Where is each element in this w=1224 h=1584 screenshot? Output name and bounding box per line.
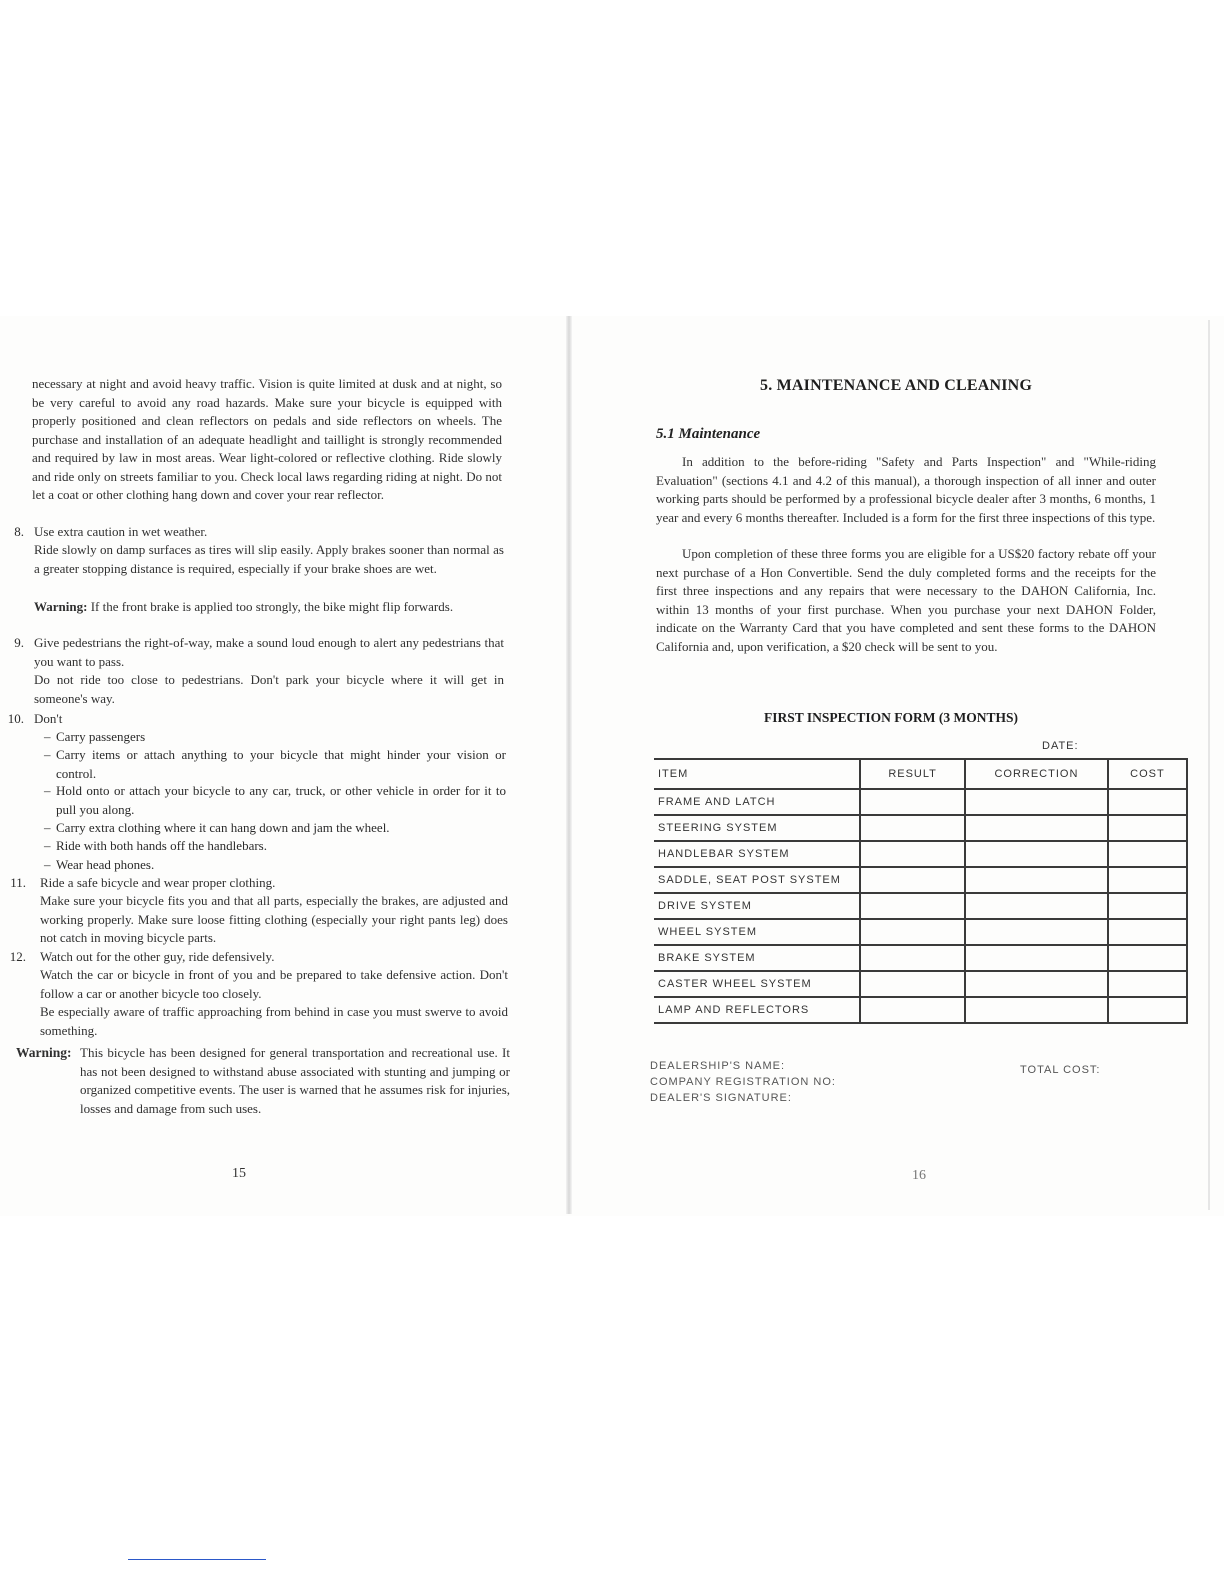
header-item: ITEM [654, 759, 860, 789]
date-label: DATE: [1042, 740, 1079, 752]
correction-cell[interactable] [965, 893, 1108, 919]
blue-underline [128, 1559, 266, 1560]
cost-cell[interactable] [1108, 971, 1187, 997]
item-10-sub-2: – Carry items or attach anything to your bicycle that might hinder your vision or control. [44, 747, 506, 781]
company-registration-label: COMPANY REGISTRATION NO: [650, 1076, 836, 1088]
row-item-label: BRAKE SYSTEM [654, 945, 860, 971]
item-9-title: Give pedestrians the right-of-way, make a sound loud enough to alert any pedestrians that you want to pass. [34, 635, 504, 669]
header-correction: CORRECTION [965, 759, 1108, 789]
item-12-body-2: Be especially aware of traffic approaching from behind in case you must swerve to avoid something. [40, 1004, 508, 1038]
intro-paragraph: necessary at night and avoid heavy traffic. Vision is quite limited at dusk and at night, so be very careful to avoid any road hazards. Make sure your bicycle is equipped with properly positioned and clean reflectors on pedals and side reflectors on wheels. The purchase and installation of an adequate headlight and taillight is strongly recommended and required by law in most areas. Wear light-colored or reflective clothing. Ride slowly and ride only on streets familiar to you. Check local laws regarding riding at night. Do not let a coat or other clothing hang down and cover your rear reflector. [32, 376, 502, 502]
warning-label: Warning: [34, 599, 88, 614]
item-8-title: Use extra caution in wet weather. [34, 524, 208, 539]
page-number-16: 16 [912, 1168, 926, 1183]
dealer-signature-label: DEALER'S SIGNATURE: [650, 1092, 792, 1104]
row-item-label: LAMP AND REFLECTORS [654, 997, 860, 1023]
correction-cell[interactable] [965, 919, 1108, 945]
table-header-row [654, 759, 1187, 789]
cost-cell[interactable] [1108, 867, 1187, 893]
form-title: FIRST INSPECTION FORM (3 MONTHS) [764, 710, 1019, 725]
cost-cell[interactable] [1108, 919, 1187, 945]
page-number-15: 15 [232, 1166, 246, 1181]
cost-cell[interactable] [1108, 893, 1187, 919]
table-row [654, 945, 1187, 971]
table-row [654, 997, 1187, 1023]
maintenance-paragraph-2: Upon completion of these three forms you are eligible for a US$20 factory rebate off your next purchase of a Hon Convertible. Send the duly completed forms and the receipts for the first three inspections and any repairs that were necessary to the DAHON California, Inc. within 13 months of your first purchase. When you purchase your next DAHON Folder, indicate on the Warranty Card that you have completed and sent these forms to the DAHON California and, upon verification, a $20 check will be sent to you. [656, 546, 1156, 654]
item-10-sub-6: – Wear head phones. [44, 857, 155, 872]
result-cell[interactable] [860, 919, 965, 945]
result-cell[interactable] [860, 971, 965, 997]
section-subheading: 5.1 Maintenance [656, 426, 761, 442]
correction-cell[interactable] [965, 945, 1108, 971]
cost-cell[interactable] [1108, 815, 1187, 841]
item-10-number: 10. [7, 711, 24, 726]
table-row [654, 815, 1187, 841]
table-row [654, 919, 1187, 945]
correction-cell[interactable] [965, 815, 1108, 841]
cost-cell[interactable] [1108, 789, 1187, 815]
cost-cell[interactable] [1108, 841, 1187, 867]
header-cost: COST [1108, 759, 1187, 789]
row-item-label: STEERING SYSTEM [654, 815, 860, 841]
item-9-number: 9. [14, 635, 24, 650]
warning-text: If the front brake is applied too strongly, the bike might flip forwards. [90, 599, 454, 614]
item-8-number: 8. [14, 524, 24, 539]
item-11-title: Ride a safe bicycle and wear proper clothing. [40, 875, 276, 890]
item-10-sub-5: – Ride with both hands off the handlebars. [44, 838, 267, 853]
item-10-sub-3: – Hold onto or attach your bicycle to any car, truck, or other vehicle in order for it to pull you along. [44, 783, 506, 817]
result-cell[interactable] [860, 841, 965, 867]
item-10-sub-1: – Carry passengers [44, 729, 146, 744]
item-12-body-1: Watch the car or bicycle in front of you and be prepared to take defensive action. Don't follow a car or another bicycle too closely. [40, 967, 508, 1001]
total-cost-label: TOTAL COST: [1020, 1064, 1101, 1076]
final-warning-label: Warning: [16, 1045, 72, 1060]
table-row [654, 893, 1187, 919]
section-heading: 5. MAINTENANCE AND CLEANING [760, 377, 1033, 394]
item-10-sub-4: – Carry extra clothing where it can hang down and jam the wheel. [44, 820, 390, 835]
result-cell[interactable] [860, 893, 965, 919]
correction-cell[interactable] [965, 841, 1108, 867]
row-item-label: WHEEL SYSTEM [654, 919, 860, 945]
row-item-label: FRAME AND LATCH [654, 789, 860, 815]
item-8-body: Ride slowly on damp surfaces as tires will slip easily. Apply brakes sooner than normal as a greater stopping distance is required, especially if your brake shoes are wet. [34, 542, 504, 576]
cost-cell[interactable] [1108, 997, 1187, 1023]
correction-cell[interactable] [965, 971, 1108, 997]
table-row [654, 789, 1187, 815]
inspection-table [654, 758, 1188, 1024]
row-item-label: SADDLE, SEAT POST SYSTEM [654, 867, 860, 893]
table-row [654, 841, 1187, 867]
table-row [654, 867, 1187, 893]
left-page [0, 0, 566, 1584]
header-result: RESULT [860, 759, 965, 789]
correction-cell[interactable] [965, 789, 1108, 815]
maintenance-paragraph-1: In addition to the before-riding "Safety and Parts Inspection" and "While-riding Evaluation" (sections 4.1 and 4.2 of this manual), a thorough inspection of all inner and outer working parts should be performed by a professional bicycle dealer after 3 months, 6 months, 1 year and every 6 months thereafter. Included is a form for the first three inspections of this type. [656, 454, 1156, 525]
result-cell[interactable] [860, 815, 965, 841]
result-cell[interactable] [860, 997, 965, 1023]
correction-cell[interactable] [965, 867, 1108, 893]
row-item-label: CASTER WHEEL SYSTEM [654, 971, 860, 997]
result-cell[interactable] [860, 945, 965, 971]
item-9-body: Do not ride too close to pedestrians. Don't park your bicycle where it will get in someone's way. [34, 672, 504, 706]
item-12-title: Watch out for the other guy, ride defensively. [40, 949, 275, 964]
item-12-number: 12. [9, 949, 26, 964]
row-item-label: DRIVE SYSTEM [654, 893, 860, 919]
result-cell[interactable] [860, 867, 965, 893]
table-row [654, 971, 1187, 997]
final-warning-text: This bicycle has been designed for general transportation and recreational use. It has not been designed to withstand abuse associated with stunting and jumping or organized competitive events. The user is warned that he assumes risk for injuries, losses and damage from such uses. [80, 1045, 510, 1116]
correction-cell[interactable] [965, 997, 1108, 1023]
item-8-warning [34, 598, 504, 617]
cost-cell[interactable] [1108, 945, 1187, 971]
item-10-title: Don't [34, 711, 63, 726]
dealership-name-label: DEALERSHIP'S NAME: [650, 1060, 786, 1072]
result-cell[interactable] [860, 789, 965, 815]
row-item-label: HANDLEBAR SYSTEM [654, 841, 860, 867]
item-11-body: Make sure your bicycle fits you and that all parts, especially the brakes, are adjusted and working properly. Make sure loose fitting clothing (especially your right pants leg) does not catch in moving bicycle parts. [40, 893, 508, 945]
item-11-number: 11. [10, 875, 26, 890]
right-page [572, 0, 1224, 1584]
